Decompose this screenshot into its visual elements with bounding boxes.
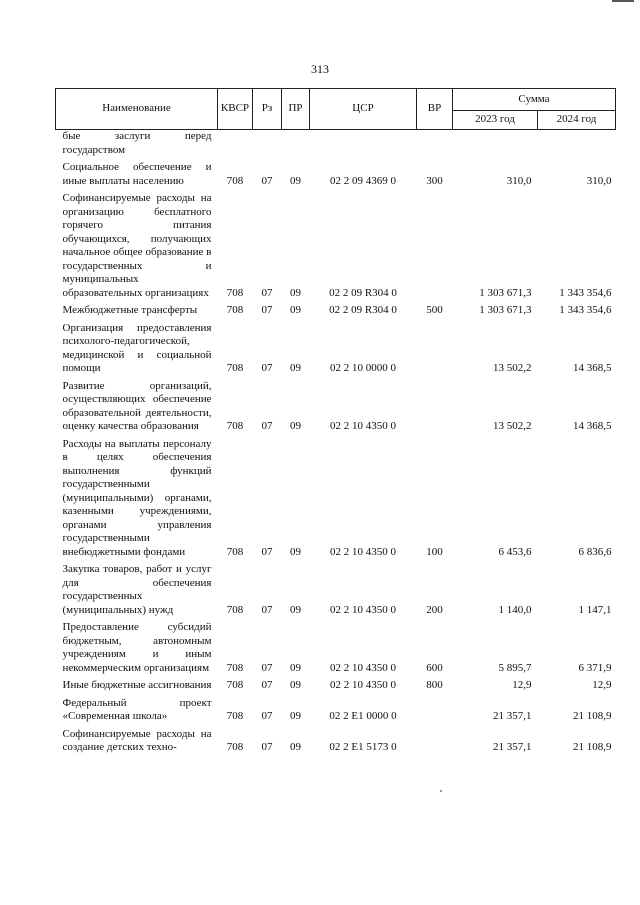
table-row (56, 302, 616, 320)
row-vr (417, 320, 453, 378)
budget-table (55, 88, 616, 757)
header-2024: 2024 год (538, 111, 616, 130)
table-row (56, 378, 616, 436)
corner-mark (612, 0, 634, 12)
row-2024: 14 368,5 (573, 420, 612, 432)
row-2024: 1 147,1 (578, 603, 612, 616)
table-row (56, 159, 616, 190)
scan-speck (440, 790, 442, 792)
row-kvsr: 708 (226, 286, 244, 299)
row-name: Софинансируемые расходы на организацию бесплатного горячего питания обучающихся, получающих начальное общее образование в государственных и муниципальных образовательных организациях (62, 192, 212, 299)
row-kvsr: 708 (226, 545, 244, 558)
row-vr: 100 (426, 545, 443, 558)
row-csr: 02 2 10 4350 0 (330, 679, 396, 691)
row-csr: 02 2 10 4350 0 (330, 603, 396, 616)
row-pr: 09 (290, 545, 301, 558)
row-pr: 09 (290, 710, 301, 722)
row-2024: 1 343 354,6 (559, 286, 612, 299)
row-2024 (538, 130, 616, 160)
row-rz: 07 (261, 603, 273, 616)
row-csr (310, 130, 417, 160)
table-row (56, 677, 616, 695)
header-rz: Рз (253, 89, 282, 130)
row-2023: 1 140,0 (498, 603, 532, 616)
row-csr: 02 2 10 4350 0 (330, 420, 396, 432)
row-vr (417, 130, 453, 160)
row-name: Развитие организаций, осуществляющих обеспечение образовательной деятельности, оценку качества образования (62, 379, 212, 432)
row-kvsr (218, 130, 253, 160)
row-kvsr: 708 (226, 603, 244, 616)
table-row (56, 561, 616, 619)
row-vr (417, 726, 453, 757)
row-2024: 21 108,9 (573, 741, 612, 753)
row-vr: 600 (426, 661, 443, 674)
row-name: Расходы на выплаты персоналу в целях обеспечения выполнения функций государственными (муниципальными) органами, казенными учреждениями, органами управления государственными внебюджетными фондами (62, 437, 212, 558)
row-pr: 09 (290, 741, 301, 753)
row-csr: 02 2 10 0000 0 (330, 362, 396, 374)
row-2024: 1 343 354,6 (559, 304, 612, 316)
row-2024: 6 371,9 (578, 661, 612, 674)
row-kvsr: 708 (226, 741, 244, 753)
row-2024: 12,9 (592, 679, 612, 691)
table-row (56, 695, 616, 726)
row-pr: 09 (290, 420, 301, 432)
row-pr (282, 130, 310, 160)
page-number: 313 (311, 62, 329, 76)
row-kvsr: 708 (226, 362, 244, 374)
row-2024: 21 108,9 (573, 710, 612, 722)
row-vr (417, 695, 453, 726)
row-csr: 02 2 09 4369 0 (330, 174, 396, 187)
row-name: Федеральный проект «Современная школа» (62, 696, 212, 722)
row-name: Закупка товаров, работ и услуг для обеспечения государственных (муниципальных) нужд (62, 563, 212, 616)
header-2023: 2023 год (453, 111, 538, 130)
row-name: Иные бюджетные ассигнования (62, 679, 212, 691)
table-row (56, 726, 616, 757)
row-pr: 09 (290, 603, 301, 616)
row-csr: 02 2 09 R304 0 (329, 286, 397, 299)
row-vr: 800 (426, 679, 443, 691)
row-name: Межбюджетные трансферты (62, 304, 198, 316)
row-pr: 09 (290, 661, 301, 674)
row-rz: 07 (261, 304, 273, 316)
row-vr: 300 (426, 174, 443, 187)
table-row (56, 130, 616, 160)
row-pr: 09 (290, 679, 301, 691)
row-rz: 07 (261, 420, 273, 432)
row-csr: 02 2 E1 0000 0 (329, 710, 397, 722)
header-kvsr: КВСР (218, 89, 253, 130)
row-rz (253, 130, 282, 160)
row-2023: 21 357,1 (493, 741, 532, 753)
row-csr: 02 2 10 4350 0 (330, 661, 396, 674)
row-kvsr: 708 (226, 661, 244, 674)
row-2024: 14 368,5 (573, 362, 612, 374)
row-rz: 07 (261, 679, 273, 691)
row-rz: 07 (261, 661, 273, 674)
row-2023: 6 453,6 (498, 545, 532, 558)
table-row (56, 320, 616, 378)
row-2024: 310,0 (586, 174, 612, 187)
header-csr: ЦСР (310, 89, 417, 130)
row-2023 (453, 130, 538, 160)
row-vr (417, 190, 453, 302)
row-2023: 310,0 (506, 174, 532, 187)
row-kvsr: 708 (226, 304, 244, 316)
row-name: Социальное обеспечение и иные выплаты населению (62, 161, 212, 187)
row-kvsr: 708 (226, 174, 244, 187)
row-vr (417, 378, 453, 436)
row-2024: 6 836,6 (578, 545, 612, 558)
table-row (56, 619, 616, 677)
row-kvsr: 708 (226, 710, 244, 722)
row-csr: 02 2 E1 5173 0 (329, 741, 397, 753)
row-name: бые заслуги перед государством (62, 130, 212, 156)
header-sum: Сумма (453, 89, 616, 111)
row-vr: 200 (426, 603, 443, 616)
row-2023: 1 303 671,3 (479, 286, 532, 299)
row-rz: 07 (261, 174, 273, 187)
row-rz: 07 (261, 710, 273, 722)
row-name: Софинансируемые расходы на создание детских техно- (62, 727, 212, 753)
header-pr: ПР (282, 89, 310, 130)
row-pr: 09 (290, 304, 301, 316)
row-name: Организация предоставления психолого-педагогической, медицинской и социальной помощи (62, 321, 212, 374)
row-pr: 09 (290, 362, 301, 374)
row-rz: 07 (261, 286, 273, 299)
row-csr: 02 2 10 4350 0 (330, 545, 396, 558)
row-2023: 12,9 (512, 679, 532, 691)
row-2023: 21 357,1 (493, 710, 532, 722)
row-pr: 09 (290, 286, 301, 299)
row-2023: 13 502,2 (493, 420, 532, 432)
row-rz: 07 (261, 362, 273, 374)
row-2023: 1 303 671,3 (479, 304, 532, 316)
row-kvsr: 708 (226, 679, 244, 691)
row-pr: 09 (290, 174, 301, 187)
row-vr: 500 (426, 304, 443, 316)
row-kvsr: 708 (226, 420, 244, 432)
row-rz: 07 (261, 741, 273, 753)
row-name: Предоставление субсидий бюджетным, автономным учреждениям и иным некоммерческим организациям (62, 621, 212, 674)
row-rz: 07 (261, 545, 273, 558)
header-name: Наименование (56, 89, 218, 130)
row-2023: 13 502,2 (493, 362, 532, 374)
header-vr: ВР (417, 89, 453, 130)
table-row (56, 436, 616, 562)
row-csr: 02 2 09 R304 0 (329, 304, 397, 316)
table-row (56, 190, 616, 302)
row-2023: 5 895,7 (498, 661, 532, 674)
